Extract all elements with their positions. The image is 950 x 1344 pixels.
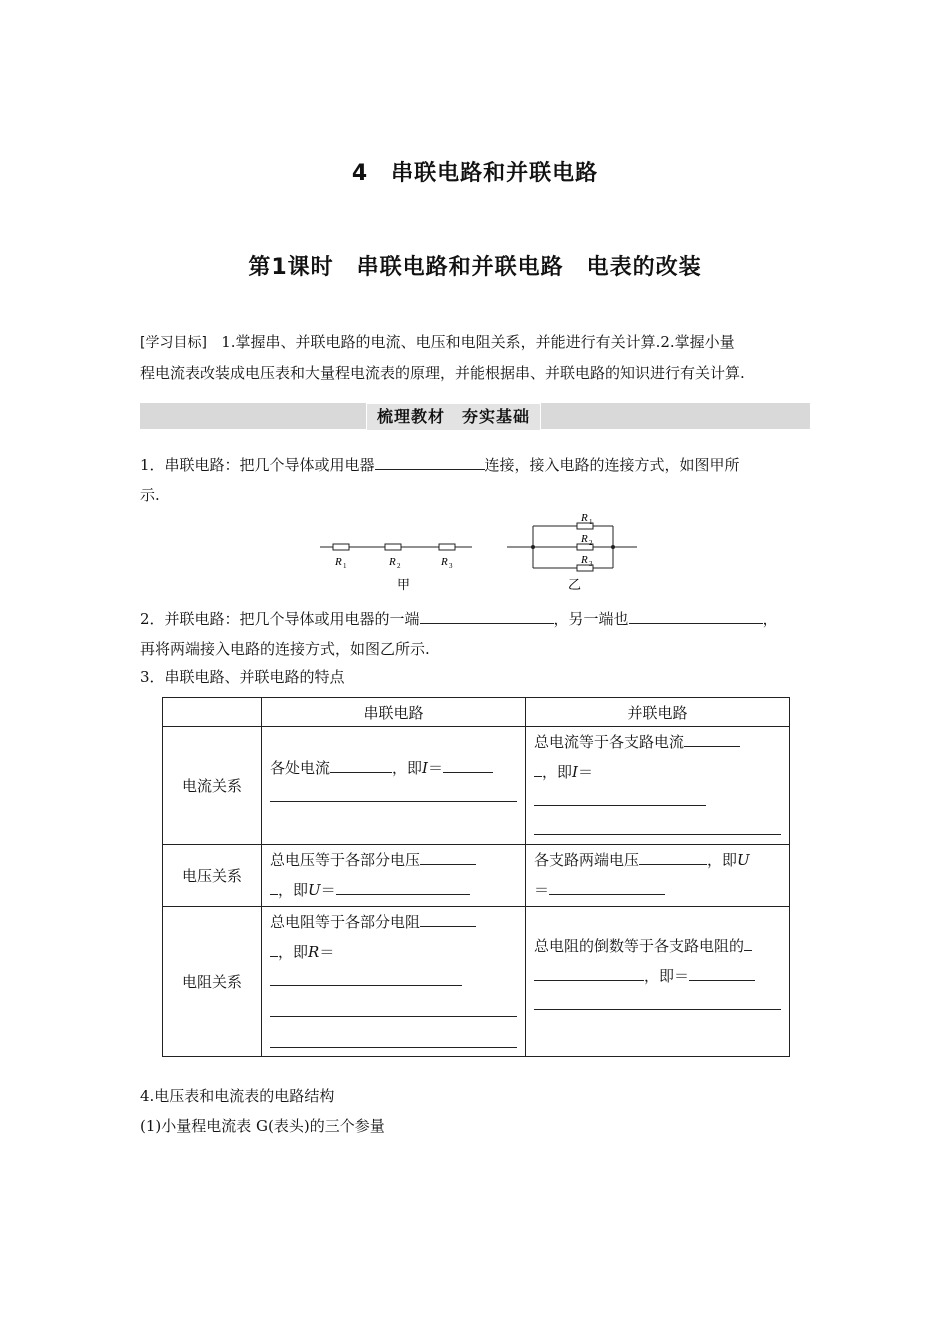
series-circuit xyxy=(320,544,472,550)
parallel-current-var: I xyxy=(572,763,578,781)
series-voltage-eq: ＝ xyxy=(320,881,336,899)
cell-parallel-resistance xyxy=(526,907,790,1057)
blank-parallel-voltage[interactable] xyxy=(639,848,707,865)
cell-parallel-current xyxy=(526,727,790,845)
series-resistance-eq: ＝ xyxy=(319,943,335,961)
section-banner-label: 梳理教材 夯实基础 xyxy=(366,403,541,431)
header-series: 串联电路 xyxy=(262,698,526,727)
item3-heading: 3．串联电路、并联电路的特点 xyxy=(140,668,345,686)
table-corner xyxy=(163,698,262,727)
item1-prefix: 1．串联电路：把几个导体或用电器 xyxy=(140,456,375,474)
characteristics-table xyxy=(162,697,790,1057)
blank-series-voltage[interactable] xyxy=(420,848,476,865)
cell-parallel-voltage xyxy=(526,845,790,907)
parallel-voltage-eq: ＝ xyxy=(534,881,550,899)
blank-parallel-current-formula-cont[interactable] xyxy=(534,816,781,835)
parallel-resistance-text: 总电阻的倒数等于各支路电阻的 xyxy=(534,937,745,955)
blank-series-resistance-cont[interactable] xyxy=(270,940,278,957)
item-parallel xyxy=(140,604,830,664)
row-label-voltage: 电压关系 xyxy=(163,845,262,907)
item2-mid: ，另一端也 xyxy=(553,610,629,628)
table-row xyxy=(163,727,790,845)
item4-sub1: (1)小量程电流表 G(表头)的三个参量 xyxy=(140,1117,385,1135)
item1-cont: 示. xyxy=(140,486,160,504)
label-r1-sub-parallel: 1 xyxy=(589,518,593,526)
parallel-circuit xyxy=(507,523,637,571)
parallel-current-text: 总电流等于各支路电流 xyxy=(534,733,685,751)
blank-series-connection[interactable] xyxy=(375,453,485,470)
series-voltage-text: 总电压等于各部分电压 xyxy=(270,851,421,869)
parallel-voltage-var: U xyxy=(737,851,750,869)
cell-series-resistance xyxy=(262,907,526,1057)
parallel-voltage-text: 各支路两端电压 xyxy=(534,851,640,869)
blank-parallel-current-cont[interactable] xyxy=(534,760,542,777)
item2-cont: 再将两端接入电路的连接方式，如图乙所示. xyxy=(140,640,430,658)
objectives-line2: 程电流表改装成电压表和大量程电流表的原理，并能根据串、并联电路的知识进行有关计算. xyxy=(140,364,745,382)
junction-right xyxy=(611,545,615,549)
series-resistance-ji: ，即 xyxy=(278,943,309,961)
item2-prefix: 2．并联电路：把几个导体或用电器的一端 xyxy=(140,610,420,628)
blank-series-resistance-formula[interactable] xyxy=(270,967,462,986)
blank-parallel-other-end[interactable] xyxy=(629,607,763,624)
blank-series-resistance-formula-3[interactable] xyxy=(270,1029,517,1048)
series-current-ji: ，即 xyxy=(392,759,423,777)
junction-left xyxy=(531,545,535,549)
label-r2-series: R xyxy=(389,556,396,568)
blank-parallel-resistance-formula-cont[interactable] xyxy=(534,991,781,1010)
circuit-diagrams xyxy=(315,512,645,594)
series-resistance-text: 总电阻等于各部分电阻 xyxy=(270,913,421,931)
series-current-eq: ＝ xyxy=(427,759,443,777)
parallel-resistance-ji: ，即＝ xyxy=(644,967,690,985)
blank-parallel-resistance[interactable] xyxy=(744,934,752,951)
series-voltage-var: U xyxy=(308,881,321,899)
label-r3-series: R xyxy=(441,556,448,568)
parallel-current-ji: ，即 xyxy=(542,763,573,781)
header-parallel: 并联电路 xyxy=(526,698,790,727)
chapter-title: 4 串联电路和并联电路 xyxy=(351,161,599,186)
item-series xyxy=(140,450,820,510)
resistor-r3-series xyxy=(439,544,455,550)
objectives-label: [学习目标] xyxy=(140,335,207,351)
series-voltage-ji: ，即 xyxy=(278,881,309,899)
label-r3-sub-series: 3 xyxy=(449,562,453,570)
resistor-r2-series xyxy=(385,544,401,550)
item4-heading: 4.电压表和电流表的电路结构 xyxy=(140,1087,335,1105)
table-row xyxy=(163,907,790,1057)
blank-series-resistance[interactable] xyxy=(420,910,476,927)
resistor-r1-series xyxy=(333,544,349,550)
caption-parallel: 乙 xyxy=(568,578,582,593)
label-r3-sub-parallel: 3 xyxy=(589,560,593,568)
blank-parallel-resistance-formula[interactable] xyxy=(689,964,755,981)
series-current-text: 各处电流 xyxy=(270,759,331,777)
label-r2-sub-parallel: 2 xyxy=(589,539,593,547)
row-label-resistance: 电阻关系 xyxy=(163,907,262,1057)
table-row xyxy=(163,845,790,907)
section-banner xyxy=(140,403,810,429)
label-r1-sub-series: 1 xyxy=(343,562,347,570)
parallel-voltage-ji: ，即 xyxy=(707,851,738,869)
series-current-var: I xyxy=(422,759,428,777)
blank-parallel-current[interactable] xyxy=(684,730,740,747)
label-r2-sub-series: 2 xyxy=(397,562,401,570)
cell-series-current xyxy=(262,727,526,845)
row-label-current: 电流关系 xyxy=(163,727,262,845)
label-r3-parallel: R xyxy=(581,554,588,566)
blank-parallel-one-end[interactable] xyxy=(420,607,554,624)
blank-series-current-formula[interactable] xyxy=(443,756,493,773)
label-r1-parallel: R xyxy=(581,512,588,524)
cell-series-voltage xyxy=(262,845,526,907)
blank-series-current[interactable] xyxy=(330,756,392,773)
series-resistance-var: R xyxy=(308,943,320,961)
blank-series-resistance-formula-2[interactable] xyxy=(270,998,517,1017)
blank-series-voltage-cont[interactable] xyxy=(270,878,278,895)
blank-parallel-voltage-formula[interactable] xyxy=(549,878,665,895)
item1-suffix: 连接，接入电路的连接方式，如图甲所 xyxy=(484,456,740,474)
blank-parallel-current-formula[interactable] xyxy=(534,787,706,806)
blank-series-current-formula-cont[interactable] xyxy=(270,783,517,802)
blank-series-voltage-formula[interactable] xyxy=(336,878,470,895)
learning-objectives xyxy=(140,327,820,388)
parallel-current-eq: ＝ xyxy=(577,763,593,781)
label-r1-series: R xyxy=(335,556,342,568)
lesson-title: 第1课时 串联电路和并联电路 电表的改装 xyxy=(248,255,702,280)
label-r2-parallel: R xyxy=(581,533,588,545)
item2-end: ， xyxy=(762,610,778,628)
blank-parallel-resistance-cont[interactable] xyxy=(534,964,644,981)
caption-series: 甲 xyxy=(397,578,411,593)
objectives-line1: 1.掌握串、并联电路的电流、电压和电阻关系，并能进行有关计算.2.掌握小量 xyxy=(221,333,735,351)
